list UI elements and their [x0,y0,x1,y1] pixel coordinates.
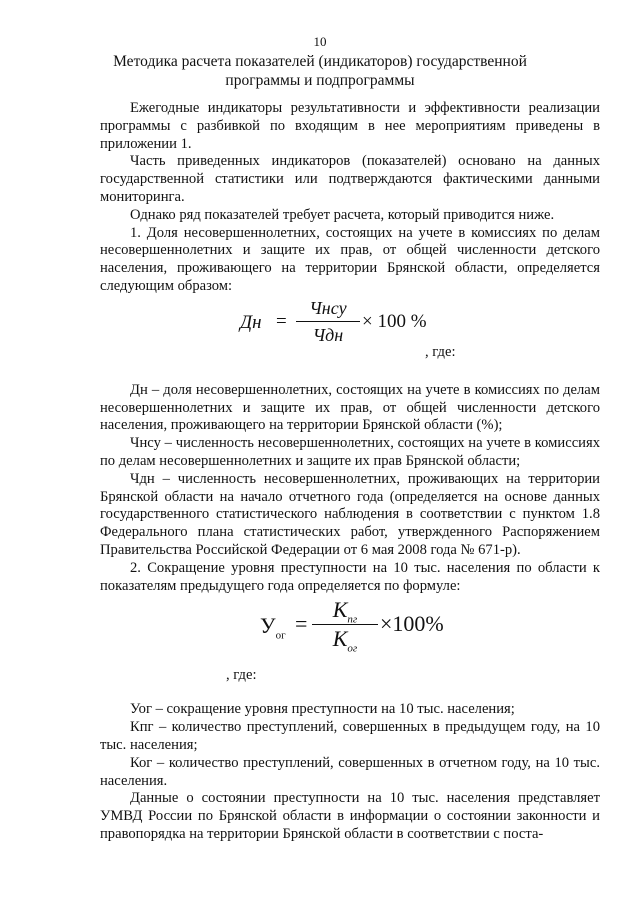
definition-chdn: Чдн – численность несовершеннолетних, проживающих на территории Брянской области на начало отчетного года (определяется на основе данных государственного статистического наблюдения в соответствии с пунктом 1.8 Федерального плана статистических работ, утвержденного Распоряжением Правительства Российской Федерации от 6 мая 2008 года № 671-р). [100,470,600,558]
formula2-numerator: $К_{пг}$ [332,597,358,626]
formula-minors-share [100,296,600,370]
formula1-fraction [296,296,360,347]
formula1-where: , где: [425,343,456,360]
formula2-multiplier: ×100% [380,611,444,637]
formula2-denominator: $К_{ог}$ [332,626,358,655]
formula2-fraction [312,597,378,655]
formula-crime-reduction [100,595,600,693]
formula1-multiplier: × 100 % [362,310,427,332]
paragraph-indicator-2: 2. Сокращение уровня преступности на 10 тыс. населения по области к показателям предыдущего года определяется по формуле: [100,559,600,594]
formula1-lhs: Дн [240,311,262,333]
formula2-equals: = [295,611,308,637]
paragraph-calculation-intro: Однако ряд показателей требует расчета, который приводится ниже. [130,206,555,223]
formula2-lhs: $У_{ог}$ [260,613,286,642]
definition-kpg: Кпг – количество преступлений, совершенных в предыдущем году, на 10 тыс. населения; [100,719,600,753]
paragraph-annual-indicators: Ежегодные индикаторы результативности и эффективности реализации программы с разбивкой по входящим в нее мероприятиям приведены в приложении 1. [100,100,600,152]
definition-kog: Ког – количество преступлений, совершенных в отчетном году, на 10 тыс. населения. [100,754,600,789]
title-line-2: программы и подпрограммы [225,72,415,89]
formula2-fraction-bar [312,624,378,625]
formula1-denominator: Чдн [312,324,344,345]
page-title [100,52,540,90]
formula1-fraction-bar [296,321,360,322]
formula1-numerator: Чнсу [309,297,347,318]
formula1-equals: = [276,310,287,332]
definition-uog: Уог – сокращение уровня преступности на 10 тыс. населения; [130,701,515,718]
title-line-1: Методика расчета показателей (индикаторов) государственной [113,53,527,70]
definition-chnsu: Чнсу – численность несовершеннолетних, состоящих на учете в комиссиях по делам несовершеннолетних и защите их прав Брянской области; [100,435,600,469]
formula2-where: , где: [226,667,257,684]
paragraph-crime-data-source: Данные о состоянии преступности на 10 тыс. населения представляет УМВД России по Брянской области в информации о состоянии законности и правопорядка на территории Брянской области в соответствии с поста- [100,790,600,842]
paragraph-indicator-1: 1. Доля несовершеннолетних, состоящих на учете в комиссиях по делам несовершеннолетних и защите их прав, от общей численности детского населения, проживающего на территории Брянской области, определяется следующим образом: [100,224,600,294]
definition-dn: Дн – доля несовершеннолетних, состоящих на учете в комиссиях по делам несовершеннолетних и защите их прав, от общей численности детского населения, проживающего на территории Брянской области (%); [100,381,600,434]
page-number: 10 [313,34,327,49]
document-body [100,100,600,844]
paragraph-statistics-basis: Часть приведенных индикаторов (показателей) основано на данных государственной статистики или подтверждаются фактическими данными мониторинга. [100,153,600,205]
